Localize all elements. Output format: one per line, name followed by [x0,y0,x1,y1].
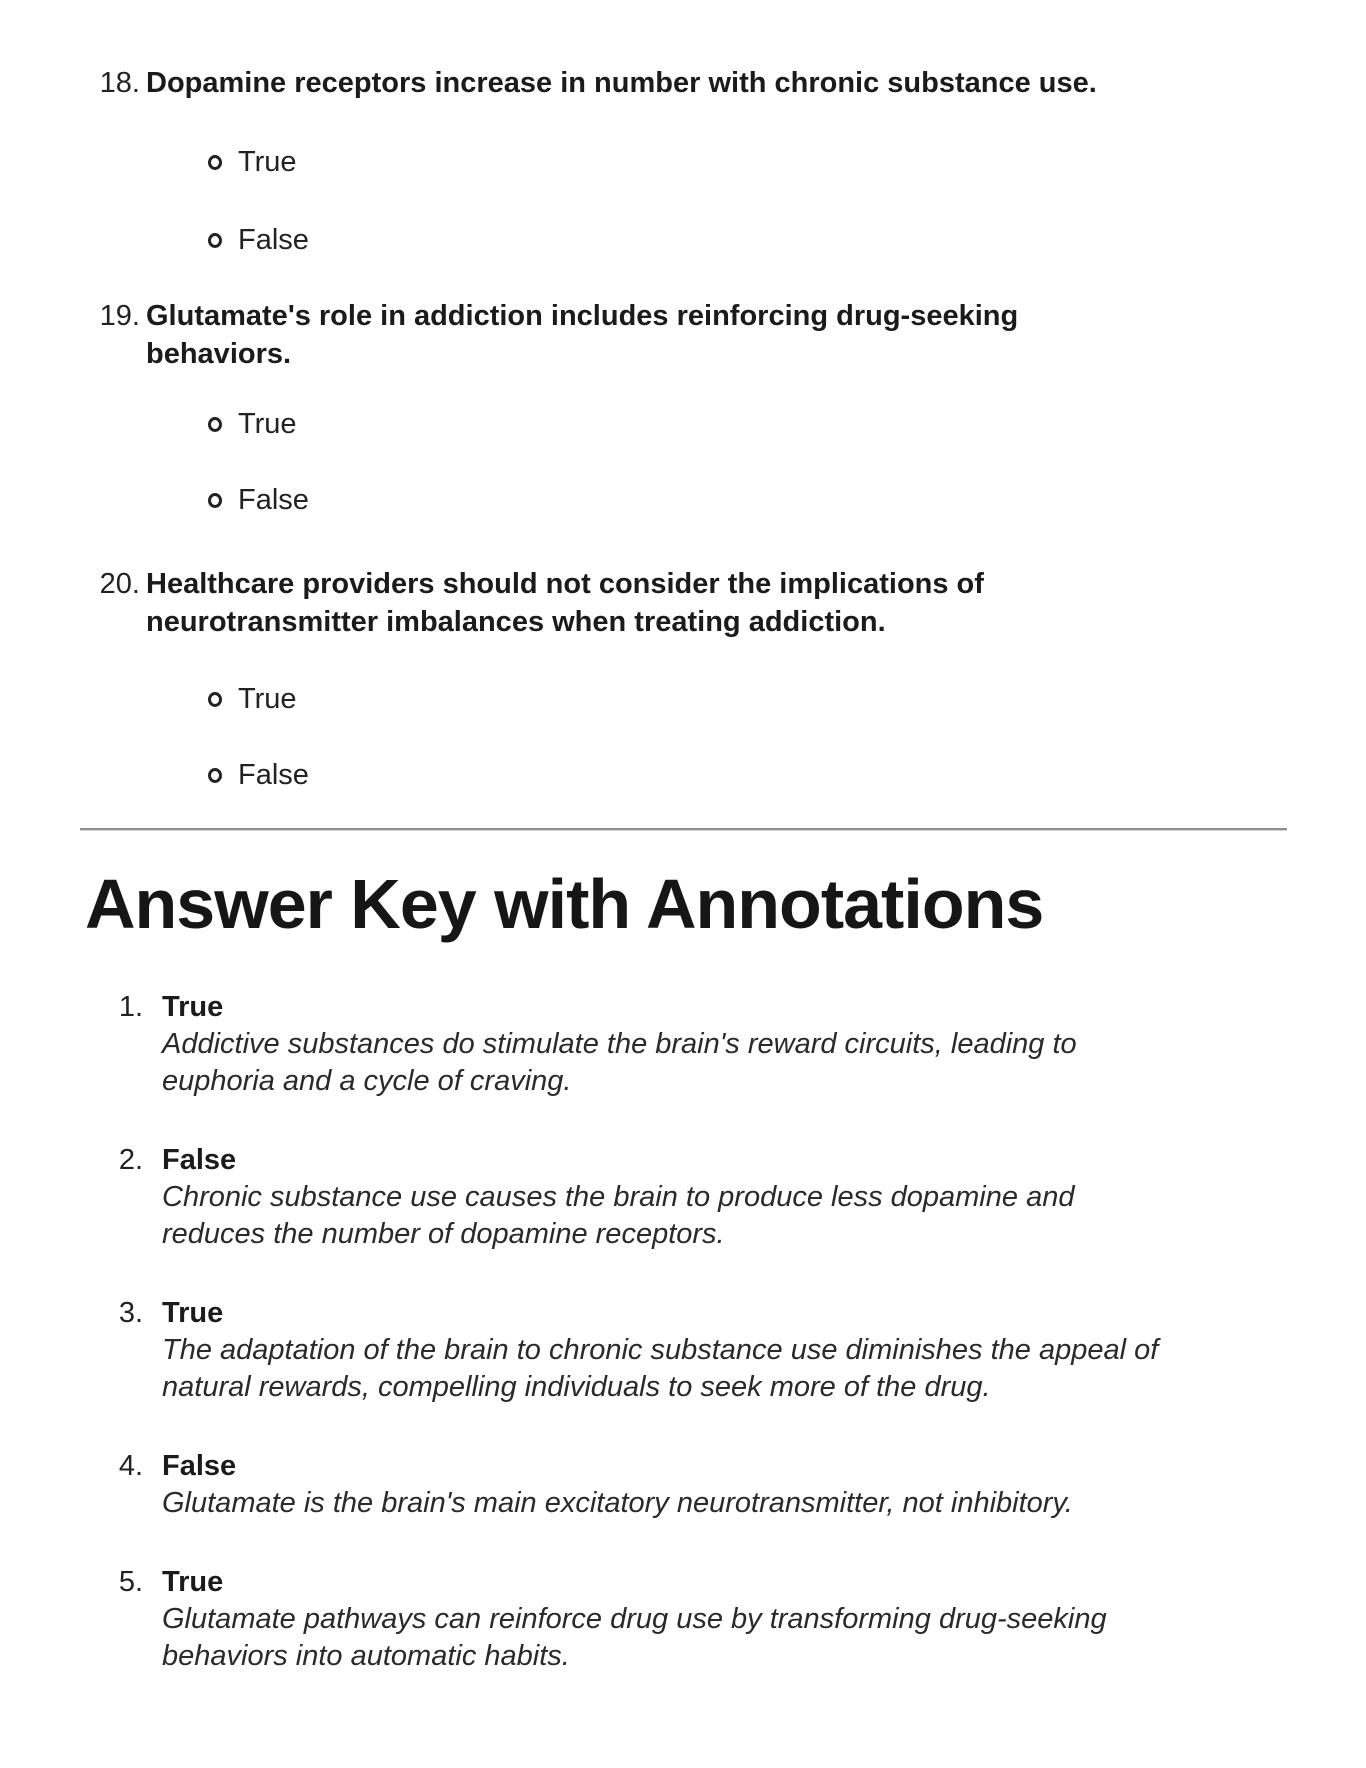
answer-body [162,1564,1107,1675]
answer-annotation-line: reduces the number of dopamine receptors. [162,1218,725,1250]
question-text [146,64,1097,102]
answer-verdict: True [162,1297,224,1329]
option-false [208,760,1366,790]
circle-bullet-icon [208,768,222,783]
answer-annotation-line: Glutamate pathways can reinforce drug use by transforming drug-seeking [162,1603,1107,1635]
answer-annotation-line: natural rewards, compelling individuals to seek more of the drug. [162,1371,991,1403]
answer-annotation-line: The adaptation of the brain to chronic substance use diminishes the appeal of [162,1334,1159,1366]
circle-bullet-icon [208,417,222,432]
answer-annotation-line: euphoria and a cycle of craving. [162,1065,572,1097]
question-text-line: Dopamine receptors increase in number with chronic substance use. [146,67,1097,99]
question-text-line: Glutamate's role in addiction includes reinforcing drug-seeking [146,300,1019,332]
option-false [208,485,1366,515]
question-item-18 [0,64,1366,255]
answer-number: 1. [118,991,143,1023]
circle-bullet-icon [208,233,222,248]
answer-row [0,1448,1366,1522]
answer-row [0,1142,1366,1253]
option-true [208,147,1366,177]
option-label: True [238,146,297,178]
option-label: False [238,224,309,256]
question-row [0,64,1366,102]
answer-number: 2. [118,1144,143,1176]
answer-item-5 [0,1564,1366,1675]
answer-item-2 [0,1142,1366,1253]
question-number: 18. [99,67,140,99]
answer-body [162,1295,1158,1406]
circle-bullet-icon [208,692,222,707]
answer-row [0,989,1366,1100]
option-label: False [238,484,309,516]
answer-verdict: True [162,1566,224,1598]
answer-number: 4. [118,1450,143,1482]
answer-row [0,1295,1366,1406]
question-number: 19. [99,300,140,332]
question-text [146,565,984,641]
answer-key-list [0,989,1366,1675]
question-text-line: neurotransmitter imbalances when treating addiction. [146,606,886,638]
question-item-20 [0,565,1366,790]
answer-annotation-line: Chronic substance use causes the brain to produce less dopamine and [162,1181,1075,1213]
answer-annotation-line: Addictive substances do stimulate the brain's reward circuits, leading to [162,1028,1077,1060]
question-text [146,297,1018,373]
option-label: True [238,408,297,440]
question-number: 20. [99,568,140,600]
answer-verdict: False [162,1144,237,1176]
option-label: False [238,759,309,791]
option-true [208,684,1366,714]
circle-bullet-icon [208,155,222,170]
option-false [208,225,1366,255]
question-text-line: behaviors. [146,338,292,370]
answer-item-3 [0,1295,1366,1406]
answer-verdict: True [162,991,224,1023]
question-text-line: Healthcare providers should not consider the implications of [146,568,984,600]
answer-verdict: False [162,1450,237,1482]
question-row [0,565,1366,641]
answer-body [162,1448,1073,1522]
circle-bullet-icon [208,493,222,508]
question-item-19 [0,297,1366,515]
question-row [0,297,1366,373]
answer-body [162,1142,1074,1253]
answer-annotation-line: Glutamate is the brain's main excitatory neurotransmitter, not inhibitory. [162,1487,1073,1519]
answer-number: 5. [118,1566,143,1598]
answer-annotation-line: behaviors into automatic habits. [162,1640,570,1672]
answer-row [0,1564,1366,1675]
answer-item-1 [0,989,1366,1100]
answer-key-heading: Answer Key with Annotations [85,865,1044,943]
answer-item-4 [0,1448,1366,1522]
section-divider [80,828,1287,831]
answer-number: 3. [118,1297,143,1329]
answer-body [162,989,1077,1100]
option-label: True [238,683,297,715]
option-true [208,409,1366,439]
